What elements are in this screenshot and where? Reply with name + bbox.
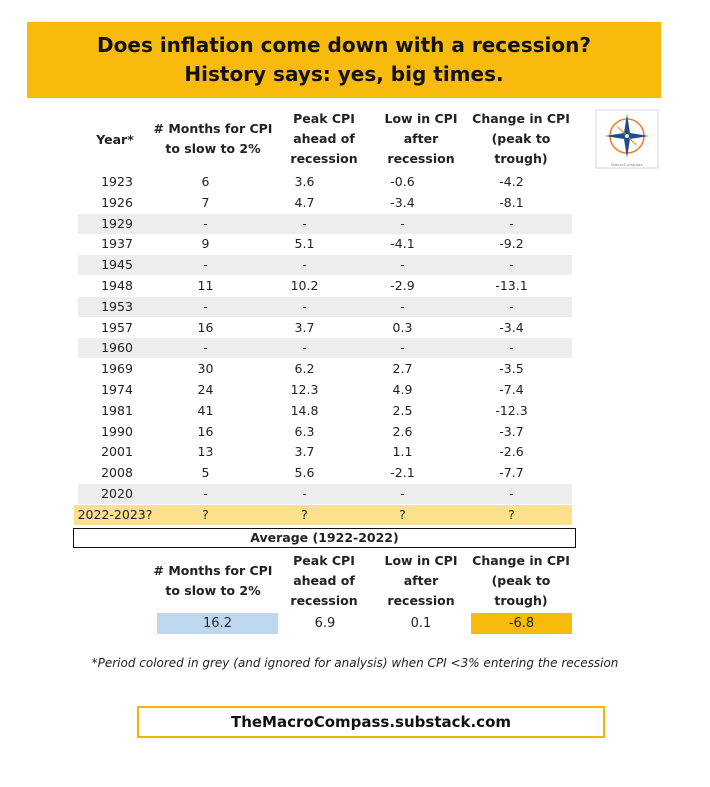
table-cell-low: - bbox=[400, 257, 405, 273]
header-change-line: trough) bbox=[494, 151, 548, 166]
table-cell-low: -4.1 bbox=[390, 236, 415, 252]
title-line-2: History says: yes, big times. bbox=[184, 62, 504, 86]
table-cell-year: 2020 bbox=[101, 486, 133, 501]
avg-peak-value: 6.9 bbox=[314, 616, 336, 631]
table-cell-change: -2.6 bbox=[499, 444, 524, 460]
table-cell-months: 6 bbox=[201, 174, 210, 189]
table-cell-change: - bbox=[509, 257, 514, 273]
table-cell-change: - bbox=[509, 486, 514, 501]
table-row bbox=[78, 401, 572, 421]
table-cell-change: -7.4 bbox=[499, 382, 524, 397]
table-row bbox=[78, 338, 572, 358]
table-cell-low: 4.9 bbox=[392, 382, 413, 397]
table-cell-change: - bbox=[509, 340, 514, 356]
table-cell-change: -8.1 bbox=[499, 194, 524, 210]
table-cell-change: - bbox=[509, 215, 514, 231]
avg-header-change-line: trough) bbox=[494, 593, 548, 608]
table-cell-change: -12.3 bbox=[495, 402, 528, 418]
avg-months-value: 16.2 bbox=[157, 613, 278, 634]
avg-header-peak-line: ahead of bbox=[293, 573, 355, 588]
avg-header-months-line: to slow to 2% bbox=[165, 583, 261, 598]
table-cell-low: ? bbox=[399, 506, 406, 522]
table-cell-months: - bbox=[203, 257, 208, 273]
table-cell-low: - bbox=[400, 215, 405, 231]
table-row bbox=[78, 484, 572, 504]
header-low-line: recession bbox=[387, 151, 455, 166]
avg-header-change bbox=[464, 551, 578, 611]
table-row bbox=[78, 422, 572, 442]
table-row bbox=[78, 442, 572, 462]
table-cell-change: -3.4 bbox=[499, 319, 524, 335]
avg-header-months-line: # Months for CPI bbox=[153, 563, 273, 578]
table-cell-months: - bbox=[203, 340, 208, 356]
table-cell-change: -7.7 bbox=[499, 465, 524, 481]
table-row bbox=[78, 359, 572, 379]
header-year-label: Year* bbox=[96, 132, 134, 147]
table-cell-months: 16 bbox=[197, 423, 214, 439]
table-cell-peak: 6.2 bbox=[294, 361, 315, 377]
table-cell-peak: 3.7 bbox=[294, 444, 315, 460]
table-cell-year: 1923 bbox=[101, 174, 133, 189]
table-cell-months: - bbox=[203, 486, 208, 501]
table-cell-peak: 3.7 bbox=[294, 319, 315, 335]
header-change-line: Change in CPI bbox=[472, 111, 570, 126]
table-row bbox=[78, 172, 572, 192]
table-cell-low: 0.3 bbox=[392, 319, 413, 335]
table-cell-peak: 14.8 bbox=[290, 402, 319, 418]
table-cell-low: 2.6 bbox=[392, 423, 413, 439]
table-cell-low: - bbox=[400, 298, 405, 314]
avg-low-value: 0.1 bbox=[410, 616, 432, 631]
table-cell-low: -2.9 bbox=[390, 278, 415, 293]
table-cell-months: 41 bbox=[197, 402, 214, 418]
avg-header-change-line: (peak to bbox=[491, 573, 551, 588]
table-cell-year: 1969 bbox=[101, 361, 133, 377]
footnote: *Period colored in grey (and ignored for analysis) when CPI <3% entering the recession bbox=[91, 656, 619, 670]
header-peak bbox=[275, 109, 373, 169]
table-row bbox=[78, 276, 572, 296]
table-cell-change: ? bbox=[508, 506, 515, 522]
table-cell-peak: 12.3 bbox=[290, 382, 319, 397]
header-peak-line: Peak CPI bbox=[293, 111, 355, 126]
table-cell-months: 16 bbox=[197, 319, 214, 335]
table-row bbox=[74, 505, 572, 525]
header-months-line: to slow to 2% bbox=[165, 141, 261, 156]
table-cell-months: ? bbox=[202, 506, 209, 522]
table-cell-year: 2022-2023? bbox=[77, 506, 153, 522]
table-row bbox=[78, 297, 572, 317]
table-cell-year: 1937 bbox=[101, 236, 133, 252]
table-row bbox=[78, 380, 572, 400]
url-box bbox=[137, 706, 605, 738]
table-cell-peak: 10.2 bbox=[290, 278, 319, 293]
header-low-line: Low in CPI bbox=[384, 111, 458, 126]
table-cell-low: -2.1 bbox=[390, 465, 415, 481]
header-low bbox=[372, 109, 470, 169]
table-cell-months: 13 bbox=[197, 444, 214, 460]
avg-header-change-line: Change in CPI bbox=[472, 553, 570, 568]
table-cell-months: 9 bbox=[201, 236, 210, 252]
table-cell-year: 1926 bbox=[101, 194, 133, 210]
table-cell-year: 2001 bbox=[101, 444, 133, 460]
table-cell-low: -3.4 bbox=[390, 194, 415, 210]
table-cell-year: 1957 bbox=[101, 319, 133, 335]
table-row bbox=[78, 234, 572, 254]
table-row bbox=[78, 255, 572, 275]
table-cell-peak: - bbox=[302, 340, 307, 356]
table-cell-year: 1948 bbox=[101, 278, 133, 293]
header-change-line: (peak to bbox=[491, 131, 551, 146]
avg-header-peak-line: recession bbox=[290, 593, 358, 608]
table-cell-low: 2.5 bbox=[392, 402, 413, 418]
table-row bbox=[78, 193, 572, 213]
table-cell-months: - bbox=[203, 298, 208, 314]
table-cell-year: 1960 bbox=[101, 340, 133, 356]
table-cell-change: -4.2 bbox=[499, 174, 524, 189]
table-cell-peak: - bbox=[302, 486, 307, 501]
table-cell-peak: 6.3 bbox=[294, 423, 315, 439]
table-cell-low: 1.1 bbox=[392, 444, 413, 460]
table-row bbox=[78, 318, 572, 338]
average-label-box bbox=[73, 528, 576, 548]
avg-header-peak bbox=[275, 551, 373, 611]
table-row bbox=[78, 463, 572, 483]
table-cell-year: 1929 bbox=[101, 215, 133, 231]
table-cell-months: 5 bbox=[201, 465, 210, 481]
table-cell-year: 2008 bbox=[101, 465, 133, 481]
table-cell-months: - bbox=[203, 215, 208, 231]
table-cell-year: 1981 bbox=[101, 402, 133, 418]
table-cell-year: 1990 bbox=[101, 423, 133, 439]
avg-header-low bbox=[372, 551, 470, 611]
title-line-1: Does inflation come down with a recession? bbox=[97, 33, 591, 57]
table-cell-change: -13.1 bbox=[495, 278, 528, 293]
table-cell-year: 1953 bbox=[101, 298, 133, 314]
table-cell-months: 11 bbox=[197, 278, 214, 293]
table-cell-months: 7 bbox=[201, 194, 210, 210]
table-cell-low: - bbox=[400, 486, 405, 501]
table-cell-change: -3.5 bbox=[499, 361, 524, 377]
avg-header-low-line: Low in CPI bbox=[384, 553, 458, 568]
table-cell-peak: - bbox=[302, 215, 307, 231]
table-cell-months: 24 bbox=[197, 382, 214, 397]
logo-text: MacroCompass bbox=[611, 162, 643, 167]
avg-header-low-line: recession bbox=[387, 593, 455, 608]
header-low-line: after bbox=[403, 131, 439, 146]
table-cell-peak: 4.7 bbox=[294, 194, 315, 210]
header-year bbox=[80, 130, 150, 150]
table-cell-peak: - bbox=[302, 298, 307, 314]
title-banner bbox=[27, 22, 661, 98]
header-months-line: # Months for CPI bbox=[153, 121, 273, 136]
table-cell-peak: 3.6 bbox=[294, 174, 315, 189]
header-peak-line: recession bbox=[290, 151, 358, 166]
url-text: TheMacroCompass.substack.com bbox=[230, 713, 512, 731]
table-cell-change: -9.2 bbox=[499, 236, 524, 252]
table-cell-change: -3.7 bbox=[499, 423, 524, 439]
avg-header-low-line: after bbox=[403, 573, 439, 588]
table-cell-peak: ? bbox=[301, 506, 308, 522]
table-cell-year: 1945 bbox=[101, 257, 133, 273]
table-cell-change: - bbox=[509, 298, 514, 314]
table-cell-year: 1974 bbox=[101, 382, 133, 397]
table-cell-low: - bbox=[400, 340, 405, 356]
table-cell-peak: 5.6 bbox=[294, 465, 315, 481]
table-cell-peak: 5.1 bbox=[294, 236, 315, 252]
header-change bbox=[464, 109, 578, 169]
table-cell-low: -0.6 bbox=[390, 174, 415, 189]
header-peak-line: ahead of bbox=[293, 131, 355, 146]
table-row bbox=[78, 214, 572, 234]
header-months bbox=[152, 119, 274, 159]
average-label: Average (1922-2022) bbox=[250, 530, 399, 545]
avg-change-value: -6.8 bbox=[471, 613, 572, 634]
avg-header-months bbox=[152, 561, 274, 601]
table-cell-low: 2.7 bbox=[392, 361, 413, 377]
table-cell-months: 30 bbox=[197, 361, 214, 377]
avg-header-peak-line: Peak CPI bbox=[293, 553, 355, 568]
table-cell-peak: - bbox=[302, 257, 307, 273]
